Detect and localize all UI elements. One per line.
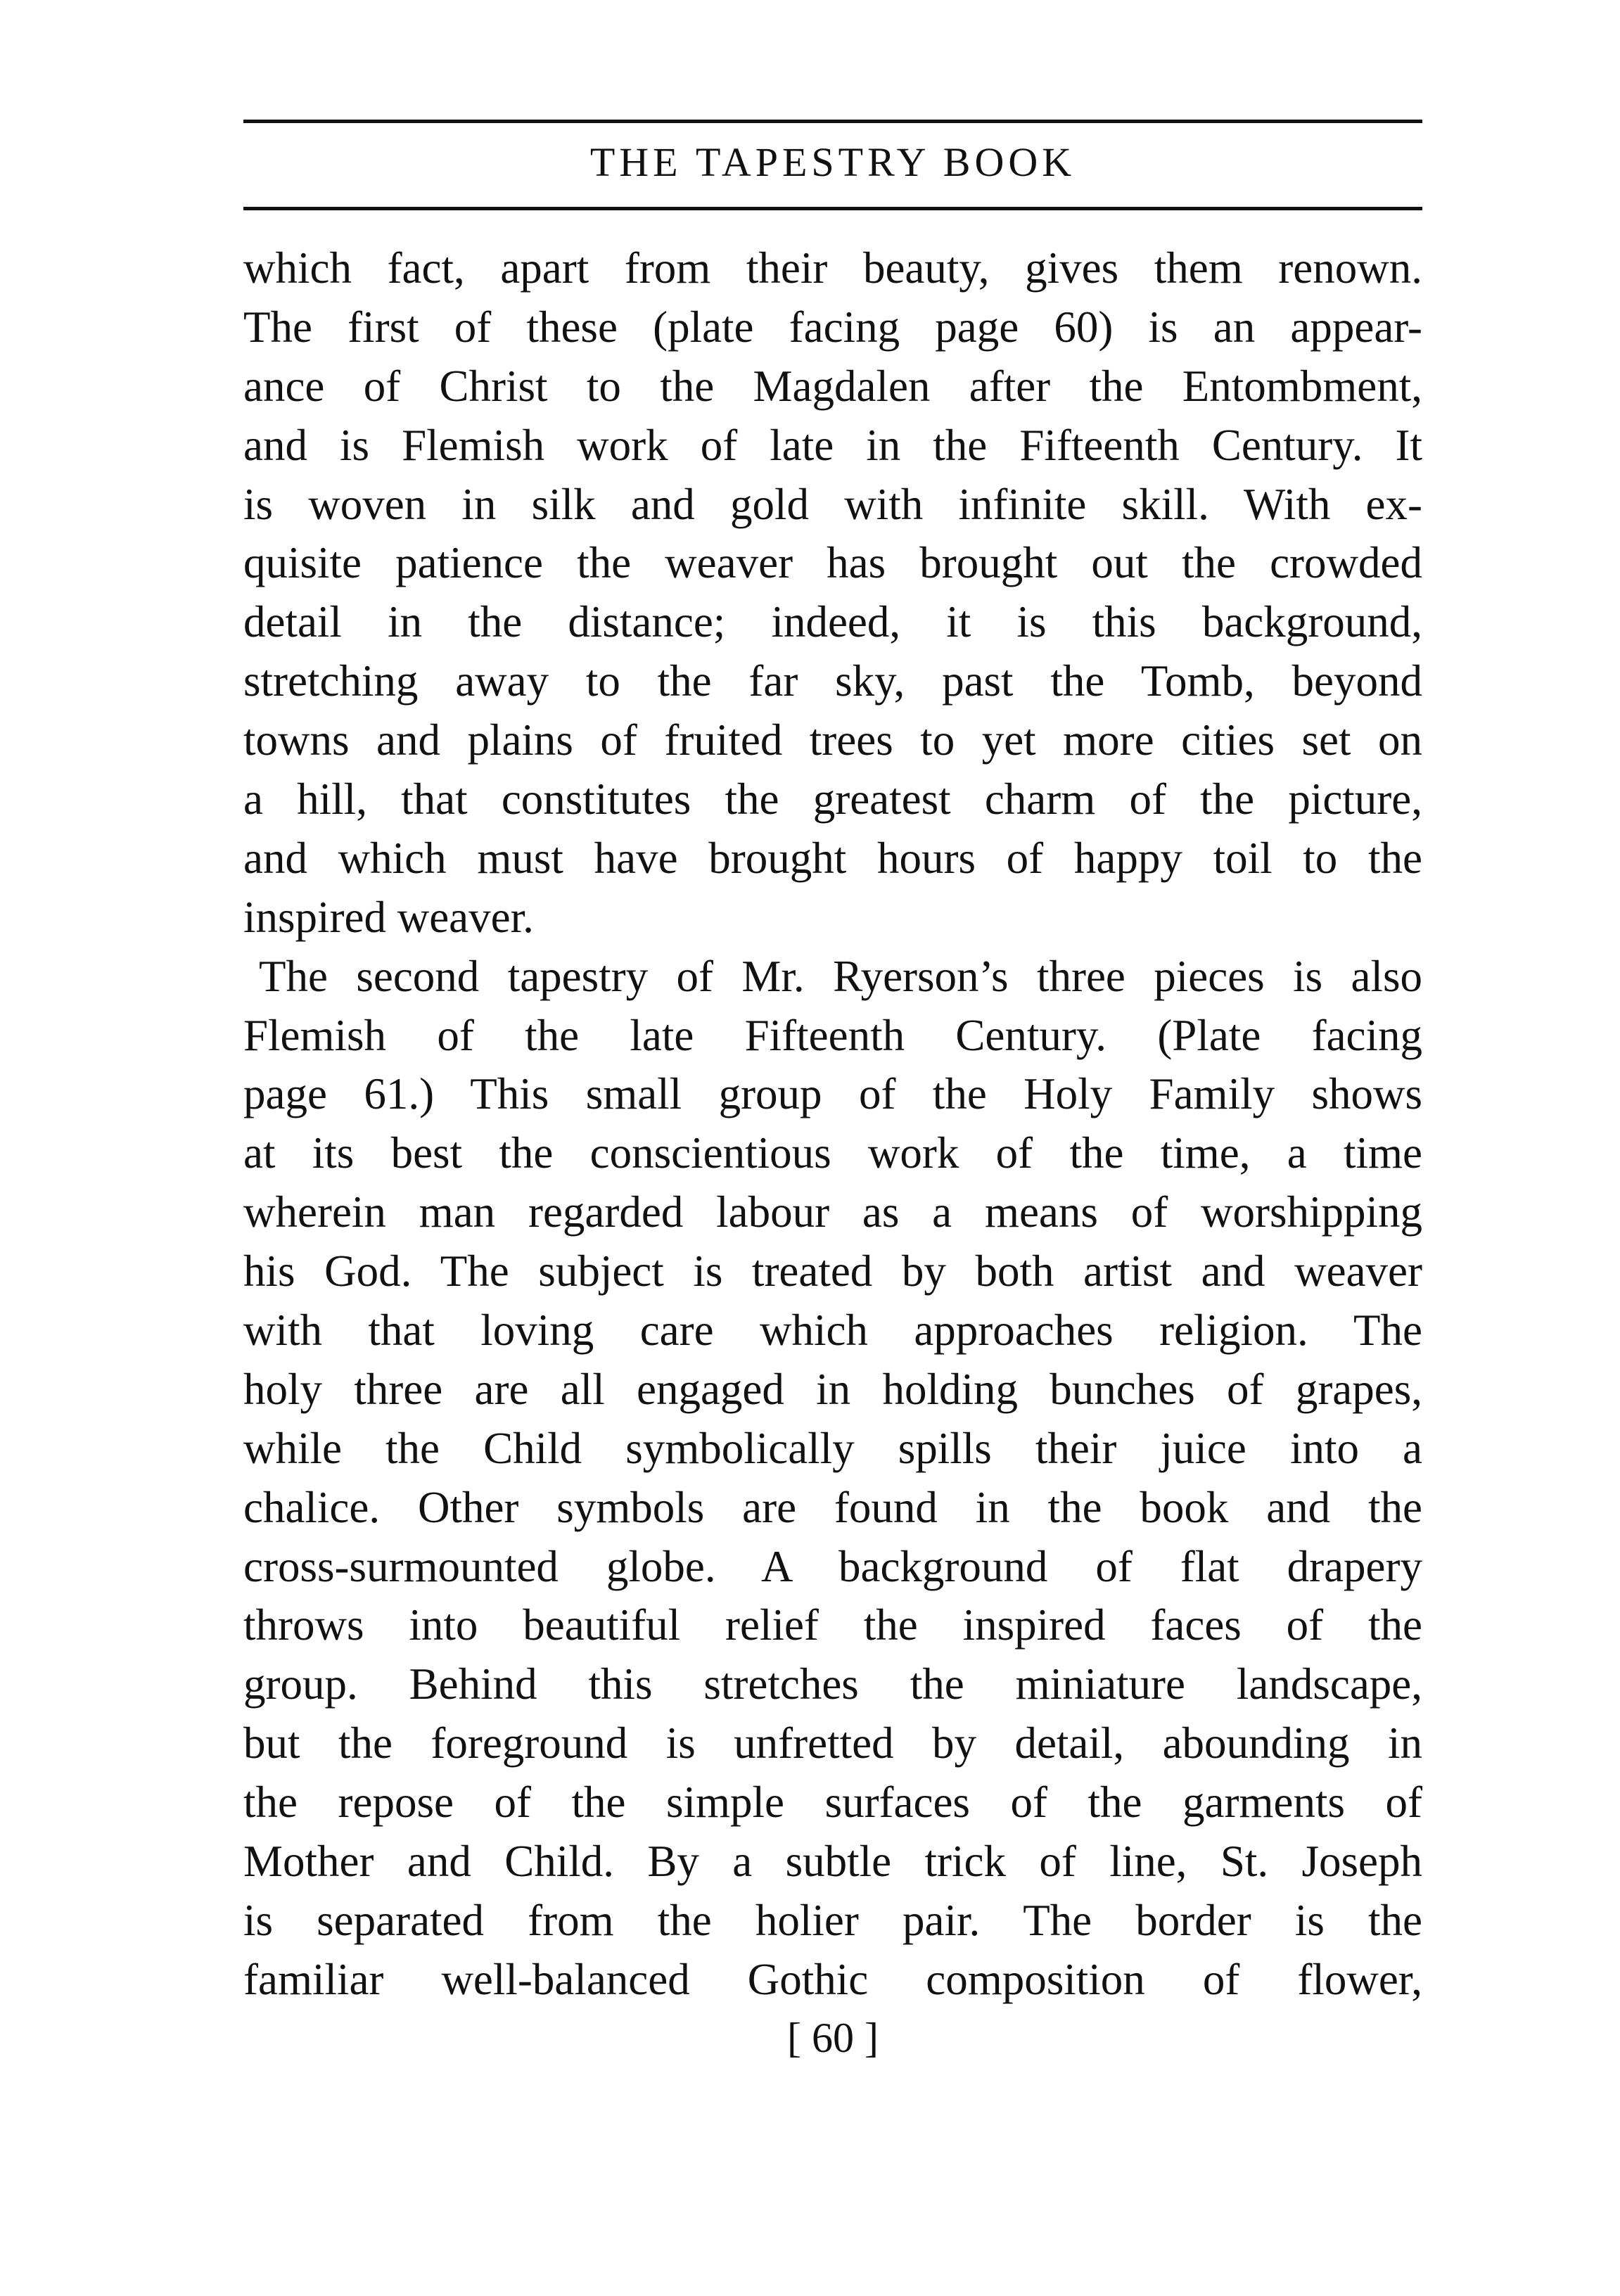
- paragraph: [243, 948, 1422, 2010]
- text-line: Mother and Child. By a subtle trick of line, St. Joseph: [243, 1837, 1422, 1887]
- text-line: stretching away to the far sky, past the Tomb, beyond: [243, 656, 1422, 706]
- text-line: ance of Christ to the Magdalen after the Entombment,: [243, 361, 1422, 411]
- text-line: The first of these (plate facing page 60) is an appear-: [243, 302, 1422, 352]
- text-line: a hill, that constitutes the greatest charm of the picture,: [243, 774, 1422, 824]
- text-line: familiar well-balanced Gothic composition of flower,: [243, 1954, 1422, 2004]
- text-line: group. Behind this stretches the miniature landscape,: [243, 1659, 1422, 1709]
- text-line: at its best the conscientious work of the time, a time: [243, 1128, 1422, 1178]
- paragraph: [243, 239, 1422, 948]
- body-text: [243, 239, 1422, 2010]
- text-line: cross-surmounted globe. A background of flat drapery: [243, 1541, 1422, 1591]
- text-line: quisite patience the weaver has brought out the crowded: [243, 538, 1422, 588]
- text-line: chalice. Other symbols are found in the book and the: [243, 1482, 1422, 1532]
- text-line: which fact, apart from their beauty, gives them renown.: [243, 243, 1422, 293]
- text-line: towns and plains of fruited trees to yet more cities set on: [243, 715, 1422, 765]
- header-rule-top: [243, 120, 1422, 123]
- text-line: but the foreground is unfretted by detail, abounding in: [243, 1718, 1422, 1768]
- text-line: Flemish of the late Fifteenth Century. (Plate facing: [243, 1010, 1422, 1060]
- text-line: inspired weaver.: [243, 892, 534, 942]
- text-line: and which must have brought hours of happy toil to the: [243, 833, 1422, 883]
- text-line: is separated from the holier pair. The border is the: [243, 1895, 1422, 1945]
- header-rule-bottom: [243, 207, 1422, 210]
- page-number: [ 60 ]: [787, 2015, 879, 2061]
- text-line: throws into beautiful relief the inspired faces of the: [243, 1600, 1422, 1650]
- text-line: the repose of the simple surfaces of the garments of: [243, 1778, 1422, 1828]
- running-title: THE TAPESTRY BOOK: [589, 139, 1076, 185]
- text-line: page 61.) This small group of the Holy Family shows: [243, 1069, 1422, 1119]
- text-line: is woven in silk and gold with infinite skill. With ex-: [243, 479, 1422, 529]
- text-line: detail in the distance; indeed, it is this background,: [243, 597, 1422, 647]
- text-line: and is Flemish work of late in the Fifteenth Century. It: [243, 420, 1422, 470]
- text-line: his God. The subject is treated by both artist and weaver: [243, 1246, 1422, 1296]
- text-line: holy three are all engaged in holding bunches of grapes,: [243, 1364, 1422, 1414]
- text-line: with that loving care which approaches religion. The: [243, 1306, 1422, 1356]
- text-line: The second tapestry of Mr. Ryerson’s three pieces is also: [259, 951, 1422, 1001]
- text-line: wherein man regarded labour as a means of worshipping: [243, 1187, 1422, 1237]
- text-line: while the Child symbolically spills their juice into a: [243, 1423, 1422, 1473]
